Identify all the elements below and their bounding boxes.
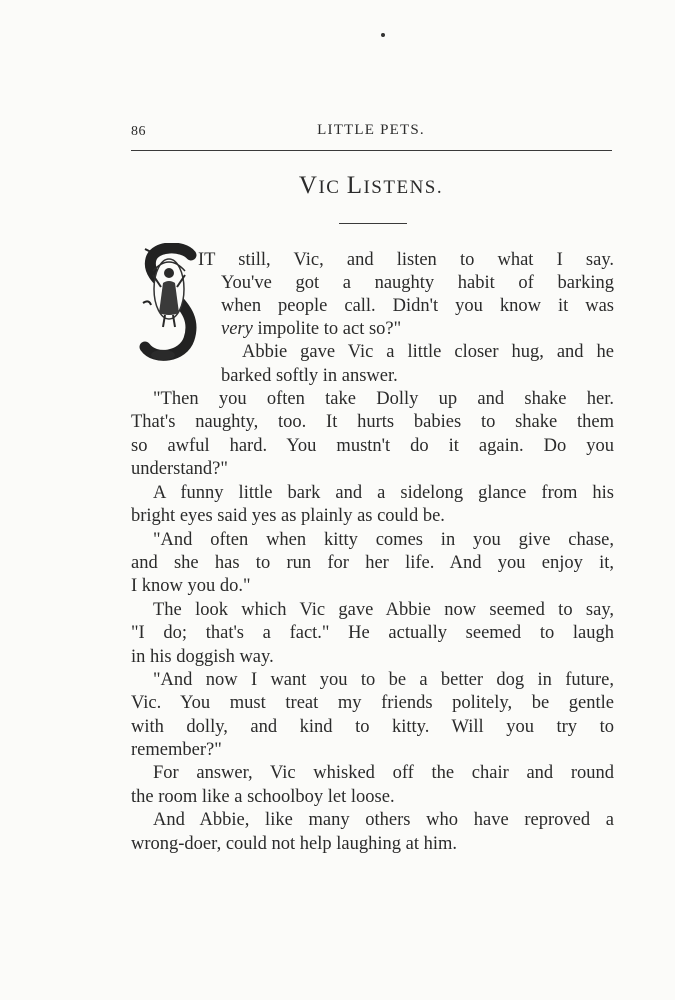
text-line: For answer, Vic whisked off the chair and round (153, 763, 614, 783)
text-line: with dolly, and kind to kitty. Will you try to (131, 717, 614, 737)
title-initial-v: V (298, 172, 319, 199)
text-line: "And often when kitty comes in you give chase, (153, 530, 614, 550)
text-line: "Then you often take Dolly up and shake her. (153, 389, 614, 409)
text-line (221, 317, 614, 341)
text-line: understand?" (131, 459, 228, 479)
text-line: and she has to run for her life. And you enjoy it, (131, 553, 614, 573)
text-line: remember?" (131, 740, 222, 760)
ornamental-dropcap-s-icon (139, 243, 201, 365)
text-line: so awful hard. You mustn't do it again. Do you (131, 436, 614, 456)
text-line: "And now I want you to be a better dog in future, (153, 670, 614, 690)
print-speck (381, 33, 385, 37)
chapter-title (131, 172, 611, 200)
text-line: I know you do." (131, 576, 251, 596)
title-rest-ic: IC (318, 177, 347, 198)
text-line: That's naughty, too. It hurts babies to shake them (131, 412, 614, 432)
text-line: when people call. Didn't you know it was (221, 296, 614, 316)
text-line: IT still, Vic, and listen to what I say. (198, 250, 614, 270)
text-line: Vic. You must treat my friends politely, be gentle (131, 693, 614, 713)
header-rule (131, 150, 612, 151)
text-line: You've got a naughty habit of barking (221, 273, 614, 293)
text-line: the room like a schoolboy let loose. (131, 787, 395, 807)
text-line: Abbie gave Vic a little closer hug, and he (242, 342, 614, 362)
title-rule (339, 223, 407, 224)
text-line: The look which Vic gave Abbie now seemed to say, (153, 600, 614, 620)
italic-word: very (221, 319, 253, 339)
text-line: A funny little bark and a sidelong glance from his (153, 483, 614, 503)
text-line: barked softly in answer. (221, 366, 398, 386)
text-line: bright eyes said yes as plainly as could be. (131, 506, 445, 526)
page-number: 86 (131, 124, 146, 139)
text-line: in his doggish way. (131, 647, 274, 667)
text-span: impolite to act so?" (252, 319, 402, 339)
text-line: wrong-doer, could not help laughing at him. (131, 834, 458, 854)
text-line: "I do; that's a fact." He actually seemed to laugh (131, 623, 614, 643)
title-initial-l: L (346, 172, 364, 199)
running-title: LITTLE PETS. (317, 122, 425, 138)
title-rest-istens: ISTENS. (363, 177, 444, 198)
text-line: And Abbie, like many others who have reproved a (153, 810, 614, 830)
